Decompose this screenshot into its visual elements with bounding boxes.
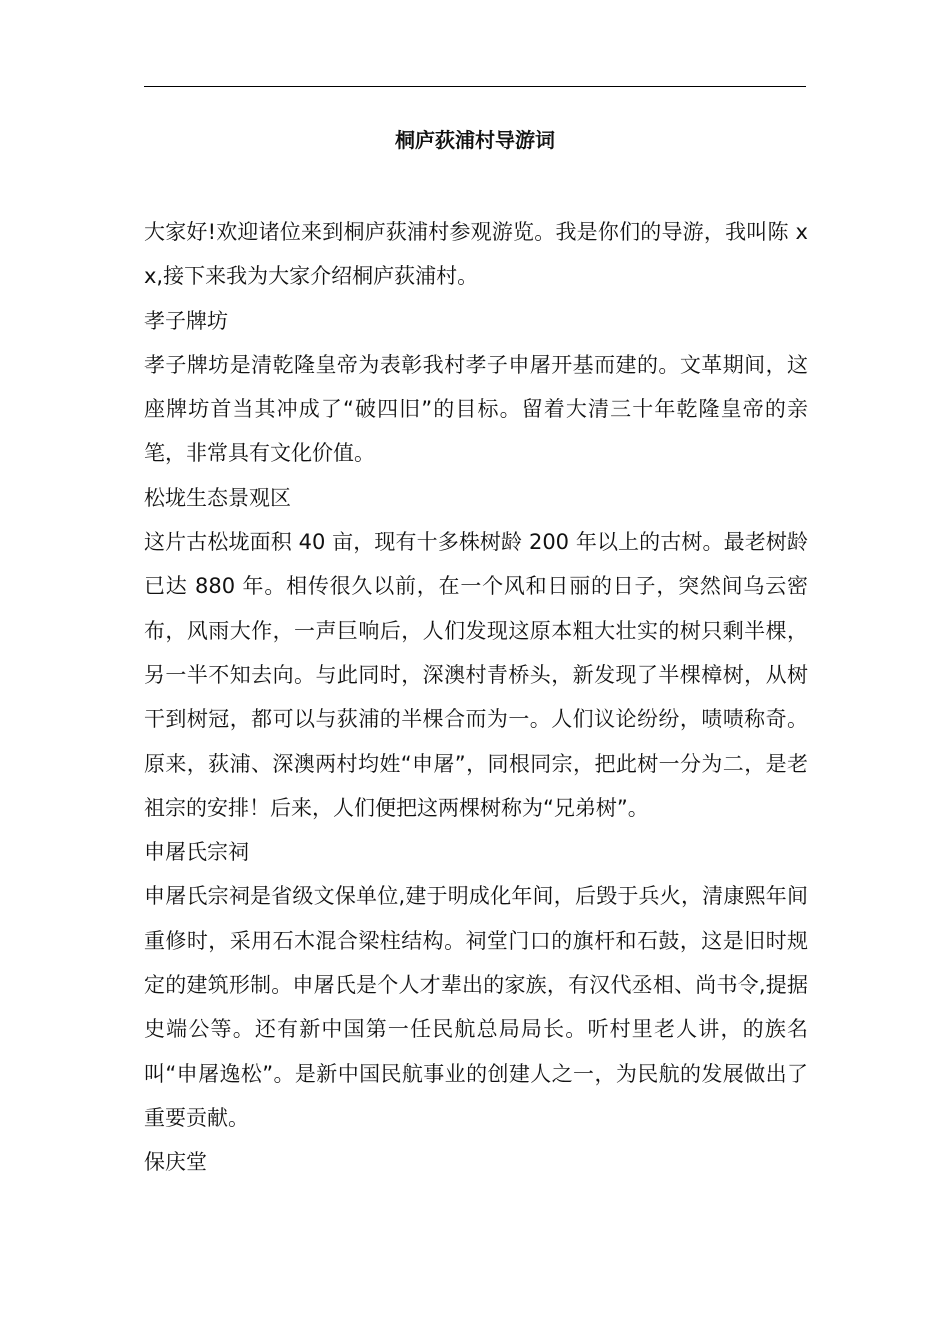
paragraph-songlong: 这片古松垅面积 40 亩，现有十多株树龄 200 年以上的古树。最老树龄已达 880 年。相传很久以前，在一个风和日丽的日子，突然间乌云密布，风雨大作，一声巨响后，人们发现这原本粗大壮实的树只剩半棵，另一半不知去向。与此同时，深澳村青桥头，新发现了半棵樟树，从树干到树冠，都可以与荻浦的半棵合而为一。人们议论纷纷，啧啧称奇。原来，荻浦、深澳两村均姓“申屠”，同根同宗，把此树一分为二，是老祖宗的安排！后来，人们便把这两棵树称为“兄弟树”。: [144, 530, 808, 820]
section-heading-xiaozi-paifang: 孝子牌坊: [144, 308, 228, 333]
document-title: 桐庐荻浦村导游词: [395, 128, 555, 152]
header-rule: [144, 86, 806, 87]
section-heading-zongci: 申屠氏宗祠: [144, 840, 249, 865]
paragraph-xiaozi-paifang: 孝子牌坊是清乾隆皇帝为表彰我村孝子申屠开基而建的。文革期间，这座牌坊首当其冲成了“破四旧”的目标。留着大清三十年乾隆皇帝的亲笔，非常具有文化价值。: [144, 352, 808, 466]
section-heading-baoqingtang: 保庆堂: [144, 1150, 207, 1175]
document-body: [144, 210, 808, 1185]
paragraph-intro: 大家好!欢迎诸位来到桐庐荻浦村参观游览。我是你们的导游，我叫陈 xx,接下来我为大家介绍桐庐荻浦村。: [144, 220, 808, 289]
paragraph-zongci: 申屠氏宗祠是省级文保单位,建于明成化年间，后毁于兵火，清康熙年间重修时，采用石木混合梁柱结构。祠堂门口的旗杆和石鼓，这是旧时规定的建筑形制。申屠氏是个人才辈出的家族，有汉代丞相、尚书令,提据史端公等。还有新中国第一任民航总局局长。听村里老人讲，的族名叫“申屠逸松”。是新中国民航事业的创建人之一，为民航的发展做出了重要贡献。: [144, 884, 808, 1130]
section-heading-songlong: 松垅生态景观区: [144, 485, 291, 510]
